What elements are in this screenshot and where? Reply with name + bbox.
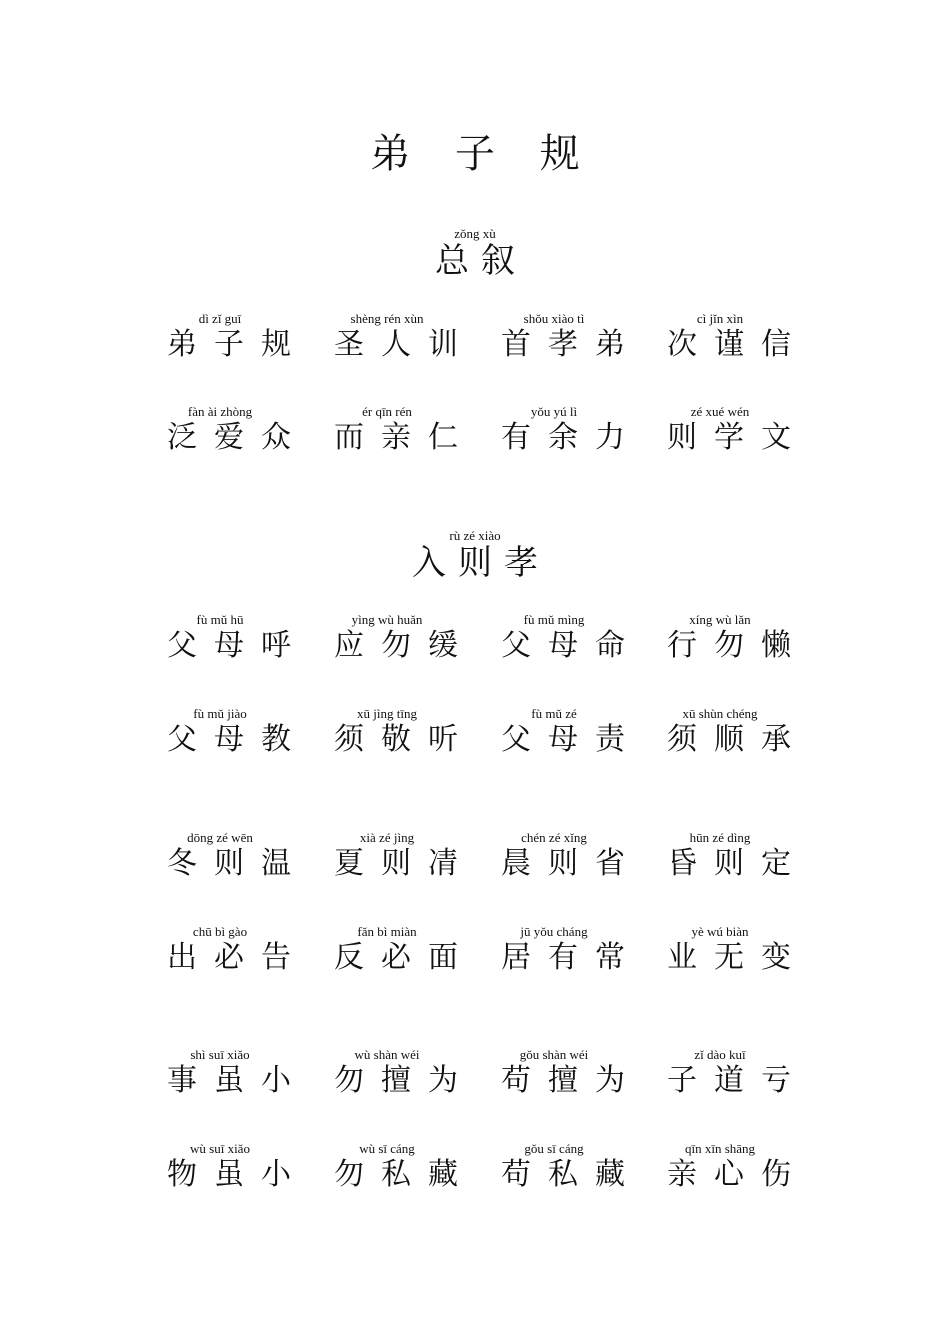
phrase-hanzi: 应勿缓 xyxy=(334,628,475,663)
verse-phrase xyxy=(150,830,308,882)
phrase-pinyin: xū jìng tīng xyxy=(357,706,417,721)
phrase-pinyin: gǒu sī cáng xyxy=(524,1141,584,1156)
verse-phrase xyxy=(150,1047,308,1099)
phrase-hanzi: 次谨信 xyxy=(667,327,808,362)
verse-phrase xyxy=(317,612,475,664)
section-heading xyxy=(0,528,950,582)
verse-row xyxy=(150,404,808,464)
phrase-hanzi: 须敬听 xyxy=(334,722,475,757)
verse-row xyxy=(150,830,808,890)
phrase-hanzi: 勿擅为 xyxy=(334,1063,475,1098)
verse-phrase xyxy=(484,706,642,758)
phrase-pinyin: cì jǐn xìn xyxy=(696,311,744,326)
verse-phrase xyxy=(650,612,808,664)
verse-phrase xyxy=(484,612,642,664)
verse-phrase xyxy=(484,830,642,882)
verse-phrase xyxy=(650,311,808,363)
verse-phrase xyxy=(650,1141,808,1193)
phrase-pinyin: gǒu shàn wéi xyxy=(519,1047,589,1062)
phrase-hanzi: 有余力 xyxy=(501,420,642,455)
phrase-pinyin: zǐ dào kuī xyxy=(694,1047,746,1062)
verse-phrase xyxy=(150,706,308,758)
phrase-hanzi: 父母责 xyxy=(501,722,642,757)
phrase-hanzi: 亲心伤 xyxy=(667,1157,808,1192)
verse-phrase xyxy=(317,311,475,363)
phrase-pinyin: dōng zé wēn xyxy=(187,830,253,845)
section-heading xyxy=(0,226,950,280)
phrase-hanzi: 苟私藏 xyxy=(501,1157,642,1192)
phrase-hanzi: 晨则省 xyxy=(501,846,642,881)
phrase-pinyin: xíng wù lǎn xyxy=(689,612,751,627)
verse-phrase xyxy=(484,1047,642,1099)
verse-phrase xyxy=(650,706,808,758)
phrase-pinyin: fàn ài zhòng xyxy=(187,404,253,419)
verse-phrase xyxy=(650,404,808,456)
verse-row xyxy=(150,924,808,984)
phrase-hanzi: 行勿懒 xyxy=(667,628,808,663)
phrase-pinyin: ér qīn rén xyxy=(362,404,412,419)
verse-phrase xyxy=(317,830,475,882)
phrase-hanzi: 居有常 xyxy=(501,940,642,975)
verse-phrase xyxy=(150,311,308,363)
verse-phrase xyxy=(317,1141,475,1193)
phrase-hanzi: 事虽小 xyxy=(167,1063,308,1098)
phrase-pinyin: shì suī xiǎo xyxy=(190,1047,250,1062)
phrase-pinyin: wù shàn wéi xyxy=(354,1047,420,1062)
verse-phrase xyxy=(317,924,475,976)
phrase-pinyin: wù sī cáng xyxy=(359,1141,415,1156)
phrase-pinyin: fǎn bì miàn xyxy=(357,924,417,939)
phrase-pinyin: chū bì gào xyxy=(192,924,248,939)
verse-phrase xyxy=(484,1141,642,1193)
phrase-pinyin: zé xué wén xyxy=(690,404,750,419)
phrase-hanzi: 出必告 xyxy=(167,940,308,975)
phrase-pinyin: xū shùn chéng xyxy=(682,706,758,721)
verse-phrase xyxy=(484,924,642,976)
phrase-pinyin: hūn zé dìng xyxy=(689,830,751,845)
heading-hanzi: 入则孝 xyxy=(412,543,550,583)
heading-hanzi: 总叙 xyxy=(435,241,527,281)
heading-pinyin: zǒng xù xyxy=(454,226,496,241)
phrase-hanzi: 夏则凊 xyxy=(334,846,475,881)
verse-phrase xyxy=(317,706,475,758)
phrase-hanzi: 弟子规 xyxy=(167,327,308,362)
phrase-pinyin: fù mǔ mìng xyxy=(523,612,585,627)
verse-phrase xyxy=(150,1141,308,1193)
phrase-pinyin: chén zé xǐng xyxy=(521,830,587,845)
phrase-pinyin: wù suī xiǎo xyxy=(190,1141,250,1156)
heading-pinyin: rù zé xiào xyxy=(449,528,501,543)
verse-phrase xyxy=(317,404,475,456)
verse-phrase xyxy=(150,612,308,664)
phrase-pinyin: fù mǔ jiào xyxy=(193,706,247,721)
phrase-hanzi: 反必面 xyxy=(334,940,475,975)
phrase-hanzi: 父母呼 xyxy=(167,628,308,663)
verse-phrase xyxy=(650,924,808,976)
phrase-hanzi: 首孝弟 xyxy=(501,327,642,362)
verse-row xyxy=(150,612,808,672)
phrase-hanzi: 勿私藏 xyxy=(334,1157,475,1192)
phrase-hanzi: 子道亏 xyxy=(667,1063,808,1098)
phrase-hanzi: 业无变 xyxy=(667,940,808,975)
phrase-pinyin: fù mǔ zé xyxy=(531,706,577,721)
phrase-pinyin: fù mǔ hū xyxy=(196,612,244,627)
verse-row xyxy=(150,1047,808,1107)
verse-phrase xyxy=(650,830,808,882)
phrase-pinyin: dì zǐ guī xyxy=(198,311,242,326)
phrase-pinyin: xià zé jìng xyxy=(359,830,415,845)
phrase-pinyin: qīn xīn shāng xyxy=(684,1141,756,1156)
phrase-hanzi: 泛爱众 xyxy=(167,420,308,455)
verse-row xyxy=(150,311,808,371)
phrase-hanzi: 冬则温 xyxy=(167,846,308,881)
verse-row xyxy=(150,706,808,766)
phrase-pinyin: yǒu yú lì xyxy=(530,404,578,419)
phrase-pinyin: yìng wù huǎn xyxy=(351,612,423,627)
verse-phrase xyxy=(484,404,642,456)
verse-phrase xyxy=(317,1047,475,1099)
verse-phrase xyxy=(150,404,308,456)
phrase-hanzi: 则学文 xyxy=(667,420,808,455)
phrase-hanzi: 苟擅为 xyxy=(501,1063,642,1098)
phrase-pinyin: jū yǒu cháng xyxy=(520,924,588,939)
phrase-hanzi: 须顺承 xyxy=(667,722,808,757)
verse-row xyxy=(150,1141,808,1201)
phrase-hanzi: 而亲仁 xyxy=(334,420,475,455)
phrase-hanzi: 圣人训 xyxy=(334,327,475,362)
phrase-pinyin: shèng rén xùn xyxy=(350,311,424,326)
phrase-hanzi: 昏则定 xyxy=(667,846,808,881)
verse-phrase xyxy=(484,311,642,363)
verse-phrase xyxy=(650,1047,808,1099)
phrase-hanzi: 父母命 xyxy=(501,628,642,663)
phrase-pinyin: yè wú biàn xyxy=(691,924,749,939)
phrase-hanzi: 物虽小 xyxy=(167,1157,308,1192)
phrase-pinyin: shǒu xiào tì xyxy=(523,311,585,326)
phrase-hanzi: 父母教 xyxy=(167,722,308,757)
document-title: 弟 子 规 xyxy=(370,131,596,177)
verse-phrase xyxy=(150,924,308,976)
